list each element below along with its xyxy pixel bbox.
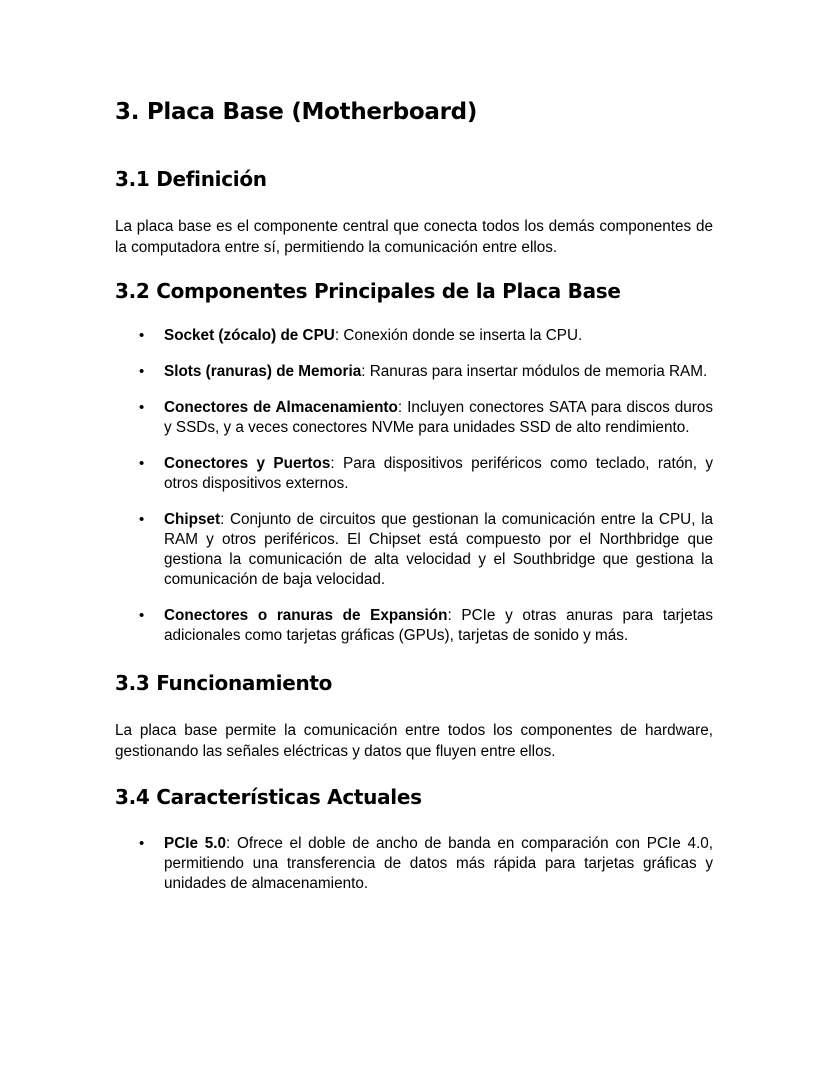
list-item	[115, 454, 713, 494]
bullet-icon: •	[139, 511, 145, 528]
funcionamiento-paragraph: La placa base permite la comunicación entre todos los componentes de hardware, gestionando las señales eléctricas y datos que fluyen entre ellos.	[115, 722, 713, 760]
item-description: : Conexión donde se inserta la CPU.	[334, 327, 583, 344]
item-description: : Para dispositivos periféricos como teclado, ratón, y otros dispositivos externos.	[164, 455, 713, 492]
list-item	[115, 362, 713, 382]
item-description: : Conjunto de circuitos que gestionan la comunicación entre la CPU, la RAM y otros periféricos. El Chipset está compuesto por el Northbridge que gestiona la comunicación de alta velocidad y el Southbridge que gestiona la comunicación de baja velocidad.	[164, 511, 713, 588]
item-term: Conectores o ranuras de Expansión	[164, 607, 448, 624]
list-item	[115, 510, 713, 590]
item-term: Slots (ranuras) de Memoria	[164, 363, 362, 380]
item-term: Conectores de Almacenamiento	[164, 399, 398, 416]
section-heading-componentes: 3.2 Componentes Principales de la Placa Base	[115, 279, 621, 303]
document-page	[115, 92, 713, 894]
bullet-icon: •	[139, 399, 145, 416]
section-heading-caracteristicas: 3.4 Características Actuales	[115, 785, 422, 809]
caracteristicas-list	[115, 834, 713, 894]
bullet-icon: •	[139, 607, 145, 624]
item-term: Conectores y Puertos	[164, 455, 331, 472]
item-term: PCIe 5.0	[164, 835, 226, 852]
section-heading-definicion: 3.1 Definición	[115, 167, 267, 191]
section-heading-funcionamiento: 3.3 Funcionamiento	[115, 671, 333, 695]
list-item	[115, 326, 713, 346]
item-description: : Ofrece el doble de ancho de banda en comparación con PCIe 4.0, permitiendo una transferencia de datos más rápida para tarjetas gráficas y unidades de almacenamiento.	[164, 835, 713, 892]
list-item	[115, 398, 713, 438]
componentes-list	[115, 326, 713, 646]
item-description: : Incluyen conectores SATA para discos duros y SSDs, y a veces conectores NVMe para unidades SSD de alto rendimiento.	[164, 399, 713, 436]
list-item	[115, 834, 713, 894]
bullet-icon: •	[139, 363, 145, 380]
item-description: : PCIe y otras anuras para tarjetas adicionales como tarjetas gráficas (GPUs), tarjetas de sonido y más.	[164, 607, 713, 644]
definicion-paragraph: La placa base es el componente central que conecta todos los demás componentes de la computadora entre sí, permitiendo la comunicación entre ellos.	[115, 218, 713, 256]
item-description: : Ranuras para insertar módulos de memoria RAM.	[361, 363, 708, 380]
item-term: Chipset	[164, 511, 221, 528]
bullet-icon: •	[139, 455, 145, 472]
bullet-icon: •	[139, 327, 145, 344]
list-item	[115, 606, 713, 646]
bullet-icon: •	[139, 835, 145, 852]
item-term: Socket (zócalo) de CPU	[164, 327, 335, 344]
page-title: 3. Placa Base (Motherboard)	[115, 99, 478, 125]
